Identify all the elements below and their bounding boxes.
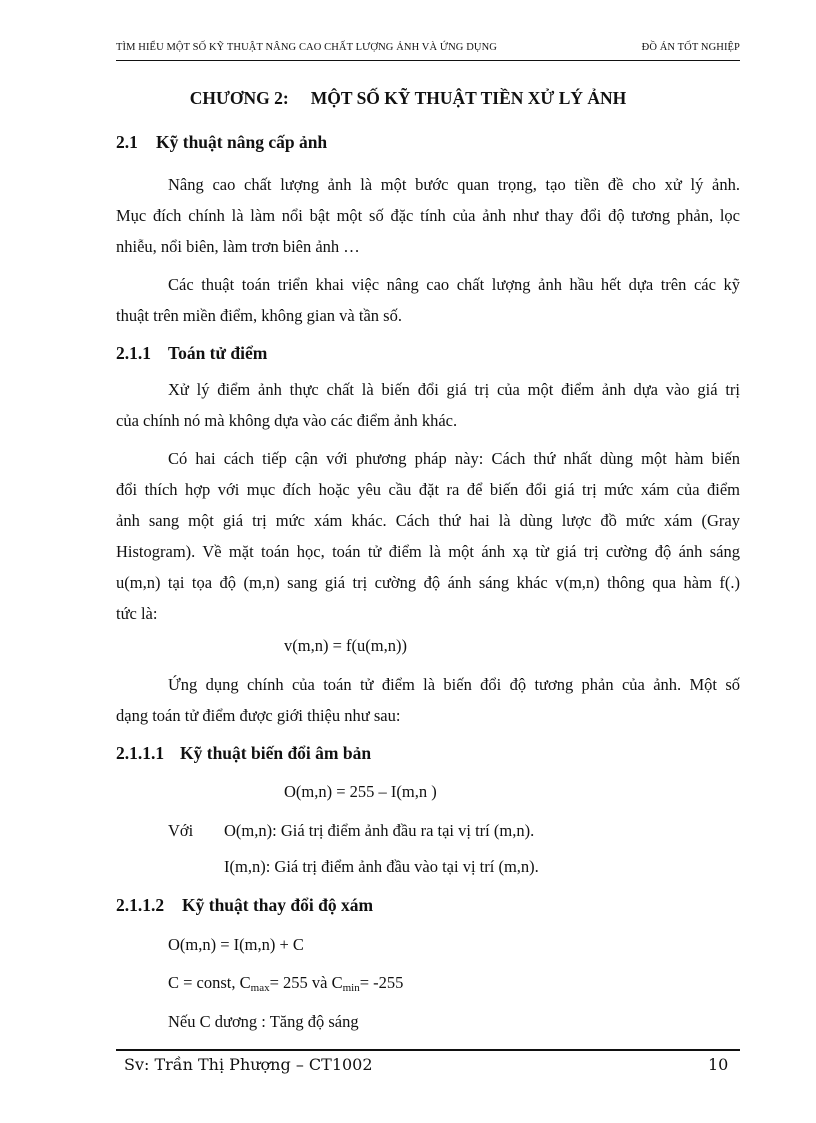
section-heading-2-1-1-2 [116,895,373,916]
eq-part: = 255 và C [269,973,343,992]
equation: O(m,n) = I(m,n) + C [168,935,304,954]
paragraph-line: Xử lý điểm ảnh thực chất là biến đổi giá trị của một điểm ảnh dựa vào giá trị [168,380,740,399]
equation: O(m,n) = 255 – I(m,n ) [284,782,437,801]
paragraph-line: Nếu C dương : Tăng độ sáng [168,1012,359,1031]
equation: v(m,n) = f(u(m,n)) [284,636,407,655]
equation-constants [168,973,403,993]
section-title: Kỹ thuật thay đổi độ xám [182,895,374,915]
paragraph-line: Có hai cách tiếp cận với phương pháp này: Cách thứ nhất dùng một hàm biến [168,449,740,468]
footer-student: Sv: Trần Thị Phượng – CT1002 [124,1055,373,1074]
paragraph-line: dạng toán tử điểm được giới thiệu như sau: [116,706,401,725]
footer-rule [116,1049,740,1051]
paragraph-line: Mục đích chính là làm nổi bật một số đặc tính của ảnh như thay đổi độ tương phản, lọc [116,206,740,225]
paragraph-line: của chính nó mà không dựa vào các điểm ảnh khác. [116,411,458,430]
chapter-number: CHƯƠNG 2: [189,88,289,108]
paragraph-line: đổi thích hợp với mục đích hoặc yêu cầu đặt ra để biến đổi giá trị mức xám của điểm [116,480,740,499]
paragraph-line: nhiễu, nổi biên, làm trơn biên ảnh … [116,237,360,256]
section-title: Kỹ thuật biến đổi âm bản [180,743,372,763]
chapter-name: MỘT SỐ KỸ THUẬT TIỀN XỬ LÝ ẢNH [310,88,627,108]
header-doc-type: ĐỒ ÁN TỐT NGHIỆP [641,42,740,53]
paragraph-line: u(m,n) tại tọa độ (m,n) sang giá trị cường độ ánh sáng khác v(m,n) thông qua hàm f(.) [116,573,740,592]
paragraph-line: ảnh sang một giá trị mức xám khác. Cách thứ hai là dùng lược đồ mức xám (Gray [116,511,740,530]
section-heading-2-1-1-1 [116,743,371,764]
header-rule [116,60,740,61]
page-number: 10 [708,1055,729,1074]
header-title: TÌM HIỂU MỘT SỐ KỸ THUẬT NÂNG CAO CHẤT LƯỢNG ẢNH VÀ ỨNG DỤNG [116,42,497,53]
section-title: Toán tử điểm [168,343,268,363]
paragraph-line: Nâng cao chất lượng ảnh là một bước quan trọng, tạo tiền đề cho xử lý ảnh. [168,175,740,194]
section-number: 2.1.1.2 [116,895,165,915]
eq-part: = -255 [359,973,404,992]
eq-part: C = const, C [168,973,251,992]
definition-input: I(m,n): Giá trị điểm ảnh đầu vào tại vị trí (m,n). [224,857,539,876]
with-label: Với [168,821,194,840]
subscript-min: min [342,982,360,994]
paragraph-line: Các thuật toán triển khai việc nâng cao chất lượng ảnh hầu hết dựa trên các kỹ [168,275,740,294]
paragraph-line: Ứng dụng chính của toán tử điểm là biến đổi độ tương phản của ảnh. Một số [168,675,740,694]
paragraph-line: tức là: [116,604,158,623]
paragraph-line: thuật trên miền điểm, không gian và tần số. [116,306,402,325]
section-heading-2-1 [116,132,327,153]
chapter-title [0,88,816,109]
section-title: Kỹ thuật nâng cấp ảnh [156,132,328,152]
section-number: 2.1.1.1 [116,743,165,763]
paragraph-line: Histogram). Về mặt toán học, toán tử điểm là một ánh xạ từ giá trị cường độ ánh sáng [116,542,740,561]
definition-output: O(m,n): Giá trị điểm ảnh đầu ra tại vị trí (m,n). [224,821,535,840]
section-number: 2.1 [116,132,138,152]
subscript-max: max [250,982,270,994]
section-number: 2.1.1 [116,343,151,363]
section-heading-2-1-1 [116,343,267,364]
